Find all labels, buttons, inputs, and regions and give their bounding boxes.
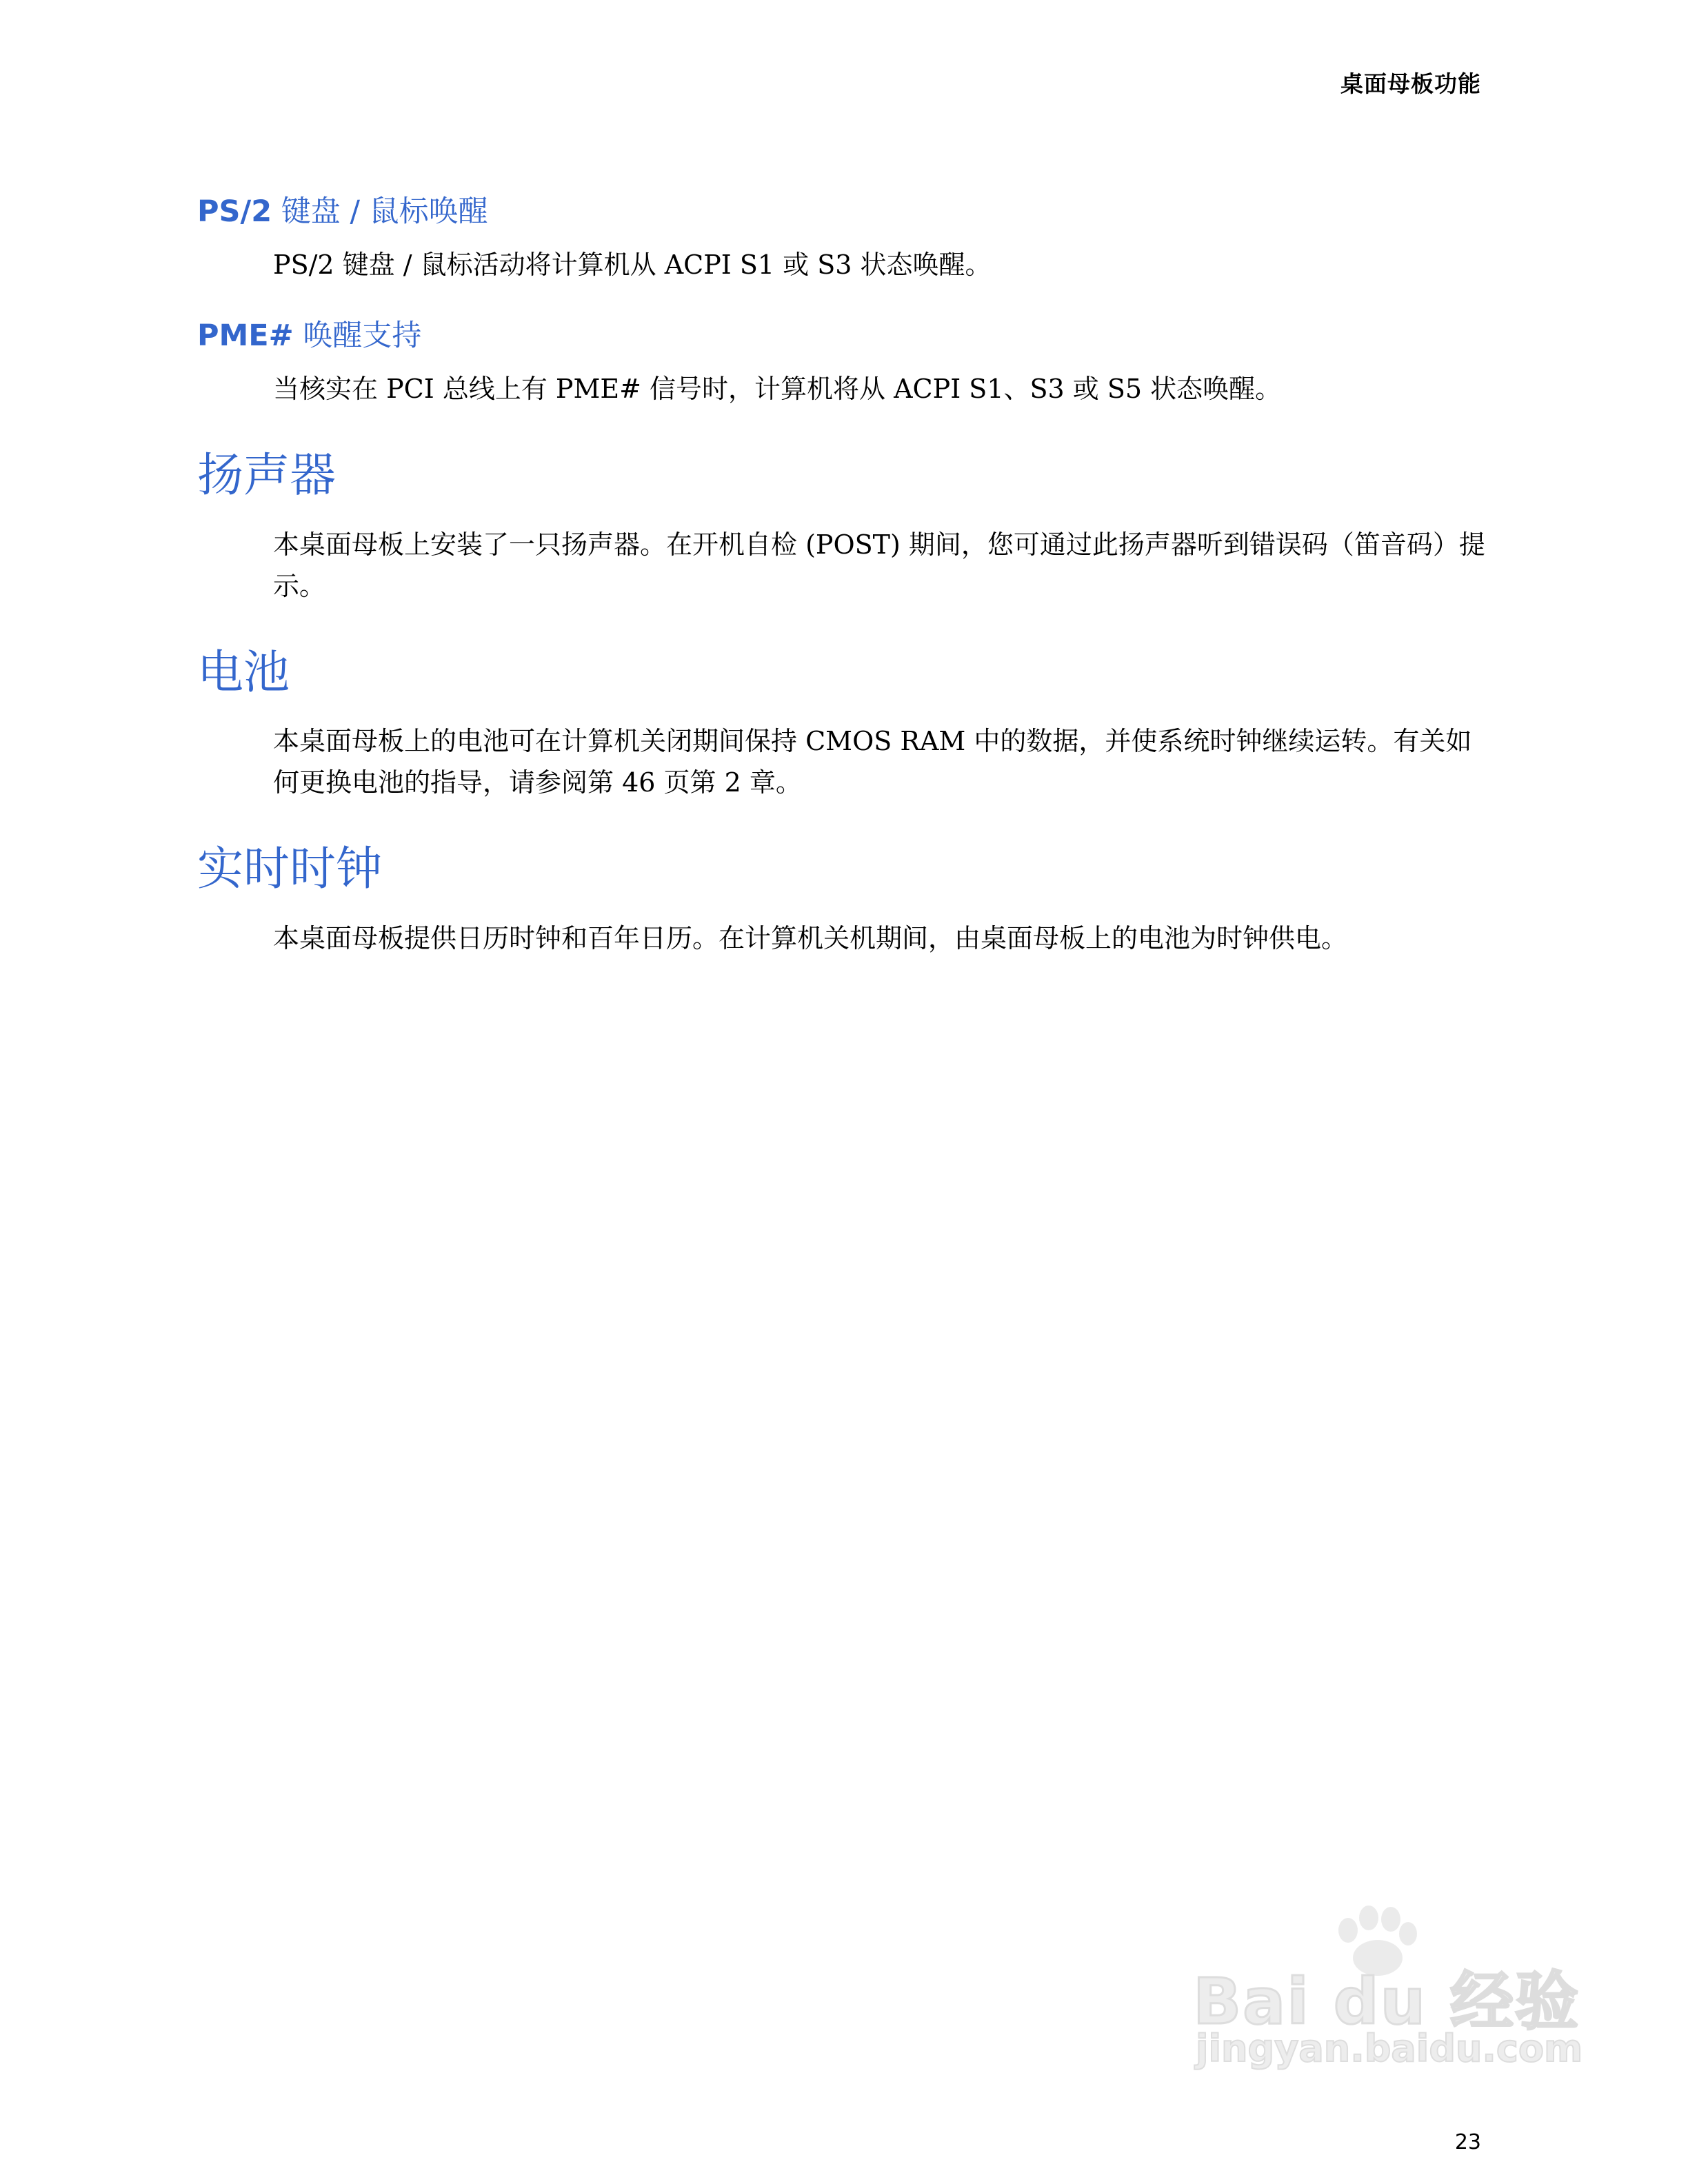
ps2-heading-latin: PS/2	[197, 194, 272, 229]
ps2-heading-cjk: 键盘 / 鼠标唤醒	[272, 194, 488, 229]
rtc-paragraph: 本桌面母板提供日历时钟和百年日历。在计算机关机期间，由桌面母板上的电池为时钟供电。	[273, 923, 1348, 954]
page-number: 23	[1454, 2130, 1481, 2154]
running-header: 桌面母板功能	[1340, 70, 1481, 97]
ps2-wake-heading	[197, 193, 1494, 232]
speaker-heading: 扬声器	[197, 447, 336, 502]
pme-wake-paragraph: 当核实在 PCI 总线上有 PME# 信号时，计算机将从 ACPI S1、S3 或 S5 状态唤醒。	[273, 373, 1282, 404]
paw-icon	[1324, 1903, 1427, 1979]
ps2-wake-paragraph: PS/2 键盘 / 鼠标活动将计算机从 ACPI S1 或 S3 状态唤醒。	[273, 249, 992, 280]
rtc-heading: 实时时钟	[197, 842, 382, 896]
battery-paragraph: 本桌面母板上的电池可在计算机关闭期间保持 CMOS RAM 中的数据，并使系统时钟继续运转。有关如何更换电池的指导，请参阅第 46 页第 2 章。	[273, 726, 1472, 798]
page-content	[197, 193, 1494, 959]
battery-heading: 电池	[197, 645, 290, 699]
speaker-paragraph: 本桌面母板上安装了一只扬声器。在开机自检 (POST) 期间，您可通过此扬声器听到错误码（笛音码）提示。	[273, 529, 1485, 601]
pme-heading-latin: PME#	[197, 318, 294, 353]
watermark-brand: Bai du 经验	[1193, 1965, 1580, 2039]
pme-wake-heading	[197, 317, 1494, 356]
pme-heading-cjk: 唤醒支持	[293, 318, 422, 353]
watermark-url: jingyan.baidu.com	[1196, 2027, 1583, 2070]
baidu-watermark	[1186, 1903, 1600, 2068]
